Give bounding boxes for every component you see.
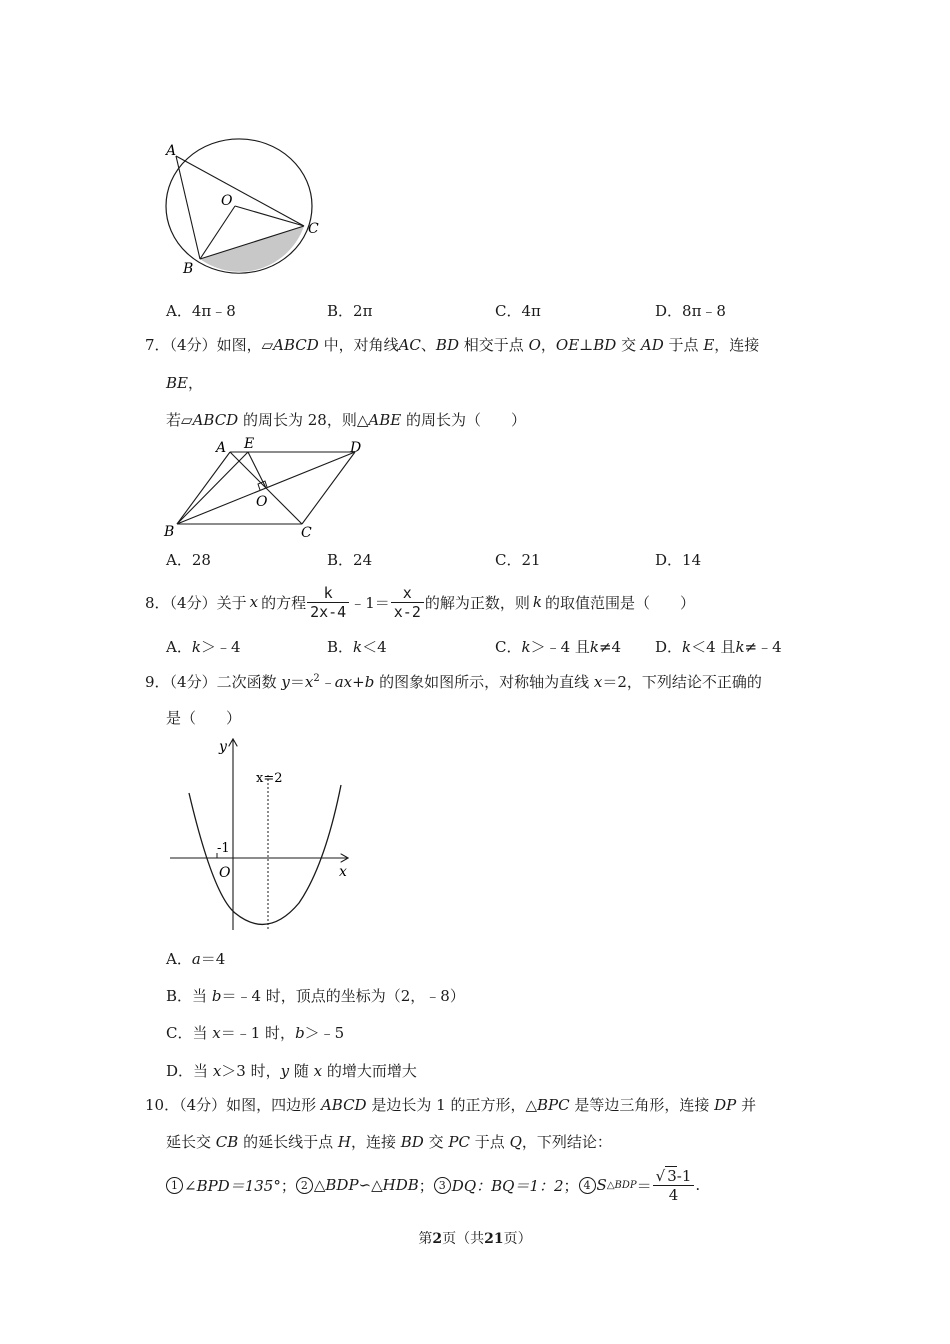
var: k [521,638,531,656]
text: ， [187,374,203,392]
var: AD [640,336,664,354]
option-text: 4π [521,302,541,320]
var: b [211,987,222,1005]
q9-label-o: O [219,865,231,881]
var: PC [448,1133,470,1151]
text: ＝ [636,1176,652,1195]
text: 如图，四边形 [226,1096,317,1114]
option-letter: D． [655,638,683,656]
var: k [682,638,692,656]
text: ﹣1＝ [350,593,390,612]
option-text: ＜4 且 [691,638,736,656]
text: ，连接 [714,336,760,354]
option-letter: C． [166,1024,193,1042]
var: BE [166,374,188,392]
text: 延长交 [166,1133,212,1151]
var: E [703,336,715,354]
option-text: 4π﹣8 [191,302,236,320]
option-letter: A． [166,302,192,320]
option-text: 当 [193,1062,209,1080]
text: . [695,1176,701,1194]
text: ，下列结论： [521,1133,612,1151]
text: 于点 [474,1133,505,1151]
text: 交 [428,1133,444,1151]
text: 是（ ） [166,709,242,727]
option-text: ＞﹣5 [304,1024,345,1042]
var: k [353,638,363,656]
option-letter: B． [327,302,354,320]
q8-fraction-1 [307,584,349,621]
var: x [304,673,314,691]
q7-parallelogram-figure [160,436,370,542]
text: ， [540,336,556,354]
option-text: ＝4 [200,950,226,968]
option-text: ＞﹣4 [200,638,241,656]
numerator: x [391,584,424,603]
option-letter: C． [495,638,522,656]
q7-label-e: E [244,436,255,452]
q6-label-c: C [308,221,319,237]
text: -1 [676,1166,692,1185]
q6-shaded-arc [200,226,304,272]
parallelogram-icon: ▱ [261,336,274,354]
text: 页） [503,1231,532,1247]
text: 于点 [668,336,699,354]
text: 的周长为 28，则△ [242,411,369,429]
q9-label-axis: x=2 [256,771,283,786]
q9-option-d[interactable] [166,1060,417,1081]
var: x [212,1062,222,1080]
q7-label-c: C [301,525,312,541]
q6-circle-figure [158,138,338,283]
var: H [337,1133,351,1151]
option-letter: D． [166,1062,194,1080]
conclusion-1: ∠BPD＝135° [184,1176,281,1195]
denominator: x-2 [393,602,421,621]
option-letter: B． [327,638,354,656]
q9-label-y: y [219,739,227,755]
q7-number: 7．（4分） [145,336,217,354]
text: 的取值范围是（ ） [544,593,695,612]
q6-line-ac [176,156,304,226]
numerator [653,1167,695,1186]
var: x [212,1024,221,1042]
conclusion-3: DQ：BQ＝1：2 [451,1176,564,1195]
q7-label-b: B [164,524,175,540]
total-pages: 21 [484,1231,504,1247]
text: 页（共 [442,1231,485,1247]
text: 二次函数 [216,673,277,691]
var: y [281,673,290,691]
text: 若 [166,411,182,429]
q6-option-c[interactable] [495,300,541,321]
option-letter: D． [655,302,683,320]
q8-option-c[interactable] [495,636,621,657]
text: ，连接 [350,1133,396,1151]
text: 、 [420,336,436,354]
q9-option-a[interactable] [166,948,225,969]
numerator: k [307,584,349,603]
option-text: ≠﹣4 [744,638,782,656]
var: O [528,336,541,354]
text: ＝2，下列结论不正确的 [602,673,762,691]
text: 交 [621,336,637,354]
option-letter: B． [166,987,193,1005]
separator: ； [280,1176,296,1195]
text: 的图象如图所示，对称轴为直线 [379,673,590,691]
option-text: ＝﹣4 时，顶点的坐标为（2，﹣8） [221,987,465,1005]
var: BD [400,1133,424,1151]
q7-label-o: O [256,494,268,510]
text: 是等边三角形，连接 [574,1096,710,1114]
var: ABE [368,411,402,429]
q9-option-c[interactable] [166,1022,344,1043]
option-text: 随 [293,1062,309,1080]
option-text: 的增大而增大 [326,1062,417,1080]
option-text: ＞3 时， [221,1062,281,1080]
option-text: 8π﹣8 [682,302,726,320]
q7-stem-line2 [166,376,203,391]
text: 第 [418,1231,433,1247]
q9-stem-line2 [166,711,241,726]
option-text: 21 [521,551,541,569]
text: 的方程 [261,593,307,612]
option-text: 24 [353,551,373,569]
var: Q [509,1133,522,1151]
q6-option-a[interactable] [166,300,236,321]
var: AC [398,336,421,354]
q9-label-x: x [339,864,347,880]
option-text: ≠4 [598,638,622,656]
text: 并 [741,1096,757,1114]
text: 是边长为 1 的正方形，△ [371,1096,537,1114]
denominator: 2x-4 [310,602,347,621]
exponent: 2 [313,673,320,684]
q10-stem-line1 [145,1098,756,1113]
q8-option-b[interactable] [327,636,387,657]
separator: ； [418,1176,434,1195]
var: OE⊥BD [555,336,617,354]
circled-number: 4 [579,1177,596,1194]
var: k [589,638,599,656]
q8-stem [145,580,695,624]
q6-label-a: A [166,143,177,159]
q6-line-oc [235,206,304,226]
option-letter: A． [166,638,192,656]
option-text: 当 [192,1024,208,1042]
text: 关于 [216,593,247,612]
circled-number: 2 [296,1177,313,1194]
var: ABCD [320,1096,367,1114]
var: b [295,1024,305,1042]
q10-conclusions [166,1162,700,1208]
q7-option-a[interactable] [166,549,211,570]
q6-option-d[interactable] [655,300,726,321]
option-text: 28 [191,551,211,569]
q7-label-a: A [216,440,227,456]
circled-number: 3 [434,1177,451,1194]
denominator: 4 [668,1185,679,1204]
parallelogram-icon: ▱ [181,411,193,429]
separator: ； [563,1176,579,1195]
option-text: ＜4 [362,638,387,656]
option-text: 当 [192,987,208,1005]
q9-parabola [189,785,341,924]
var: ABCD [273,336,319,354]
text: 的解为正数，则 [424,593,530,612]
page-number: 2 [432,1231,443,1247]
var: x [593,673,603,691]
sqrt-icon: √ [655,1166,666,1185]
option-text: ＞﹣4 且 [530,638,590,656]
q8-fraction-2 [391,584,424,621]
option-letter: D． [655,551,683,569]
radicand: 3 [667,1166,677,1185]
q8-option-d[interactable] [655,636,782,657]
option-letter: C． [495,302,522,320]
q9-label-neg1: -1 [217,841,230,856]
q9-parabola-figure [165,735,360,935]
var: x [313,1062,323,1080]
option-letter: A． [166,950,192,968]
option-text: 2π [353,302,373,320]
option-text: ＝﹣1 时， [220,1024,296,1042]
var: y [280,1062,290,1080]
q10-stem-line2 [166,1135,612,1150]
text: ＝ [289,673,305,691]
var: a [191,950,201,968]
q9-option-b[interactable] [166,985,465,1006]
subscript: △BDP [606,1179,637,1191]
var: k [532,593,542,611]
option-letter: C． [495,551,522,569]
q8-number: 8．（4分） [145,593,217,612]
var: k [191,638,201,656]
option-text: 14 [682,551,702,569]
q7-option-b[interactable] [327,549,372,570]
option-letter: A． [166,551,192,569]
var: ﹣ax+b [319,673,375,691]
text: 相交于点 [463,336,524,354]
var: BD [435,336,459,354]
q8-option-a[interactable] [166,636,240,657]
text: 的周长为（ ） [405,411,526,429]
q10-fraction [653,1167,695,1204]
q7-line-oe [248,452,266,488]
text: 中，对角线 [323,336,399,354]
var: k [735,638,745,656]
page-footer [0,1228,950,1248]
var: DP [714,1096,737,1114]
conclusion-2: △BDP∽△HDB [313,1176,419,1194]
q7-stem-line3 [166,413,526,428]
q7-line-be [177,452,248,524]
var: x [249,593,259,611]
q7-label-d: D [350,440,362,456]
q7-option-c[interactable] [495,549,541,570]
q7-option-d[interactable] [655,549,701,570]
q6-line-ab [176,156,200,259]
q9-number: 9．（4分） [145,673,217,691]
circled-number: 1 [166,1177,183,1194]
var: BPC [536,1096,570,1114]
q6-option-b[interactable] [327,300,372,321]
q7-stem-line1 [145,338,759,353]
text: 如图， [216,336,262,354]
option-letter: B． [327,551,354,569]
var: CB [215,1133,239,1151]
q6-label-b: B [183,261,194,277]
q9-stem-line1 [145,674,762,690]
text: 的延长线于点 [243,1133,334,1151]
var: S [596,1176,607,1194]
var: ABCD [192,411,239,429]
q10-number: 10．（4分） [145,1096,227,1114]
q6-label-o: O [221,193,233,209]
